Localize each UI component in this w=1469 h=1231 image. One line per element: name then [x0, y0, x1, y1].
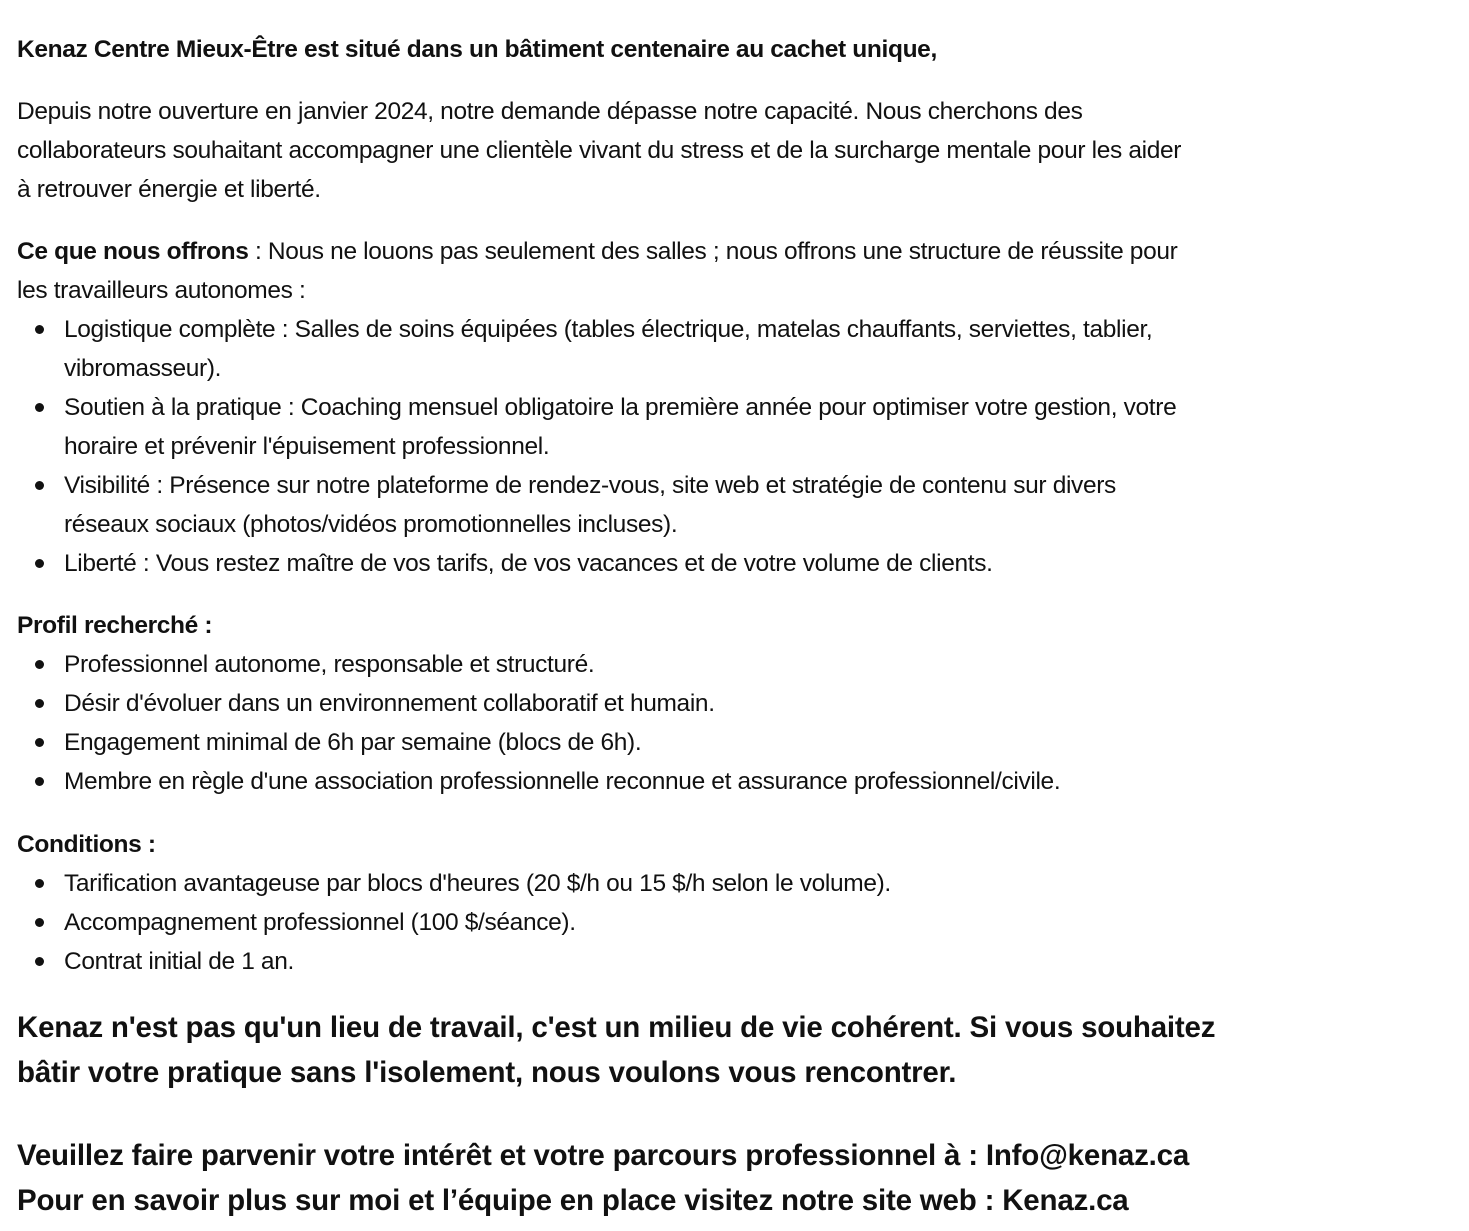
contact-web-line — [17, 1178, 1189, 1223]
conditions-heading: Conditions : — [17, 831, 156, 858]
list-item-line: Logistique complète : Salles de soins équipées (tables électrique, matelas chauffants, serviettes, tablier, — [64, 316, 1153, 343]
contact-block — [17, 1133, 1189, 1223]
list-item-line: vibromasseur). — [64, 355, 222, 382]
offer-intro-line — [17, 232, 1177, 271]
contact-email-prefix: Veuillez faire parvenir votre intérêt et votre parcours professionnel à : — [17, 1139, 986, 1172]
offer-paragraph — [17, 232, 1177, 310]
bullet-icon — [35, 957, 44, 966]
closing-statement — [17, 1005, 1215, 1095]
list-item-line: Soutien à la pratique : Coaching mensuel obligatoire la première année pour optimiser votre gestion, votre — [64, 394, 1177, 421]
list-item-text: Contrat initial de 1 an. — [64, 948, 294, 975]
list-item — [17, 310, 1176, 388]
list-item-text: Engagement minimal de 6h par semaine (blocs de 6h). — [64, 729, 642, 756]
bullet-icon — [35, 738, 44, 747]
list-item — [17, 864, 891, 903]
document-title: Kenaz Centre Mieux-Être est situé dans un bâtiment centenaire au cachet unique, — [17, 36, 937, 63]
intro-line: collaborateurs souhaitant accompagner une clientèle vivant du stress et de la surcharge mentale pour les aider — [17, 137, 1182, 164]
list-item — [17, 723, 1060, 762]
bullet-icon — [35, 403, 44, 412]
email-link[interactable]: Info@kenaz.ca — [985, 1139, 1190, 1172]
offer-intro-text: : Nous ne louons pas seulement des salles ; nous offrons une structure de réussite pour — [248, 238, 1178, 265]
list-item — [17, 903, 891, 942]
bullet-icon — [35, 481, 44, 490]
bullet-icon — [35, 879, 44, 888]
list-item-text: Accompagnement professionnel (100 $/séance). — [64, 909, 576, 936]
conditions-list — [17, 864, 891, 981]
bullet-icon — [35, 660, 44, 669]
list-item — [17, 388, 1176, 466]
list-item-line: Visibilité : Présence sur notre plateforme de rendez-vous, site web et stratégie de contenu sur divers — [64, 472, 1116, 499]
list-item — [17, 762, 1060, 801]
list-item — [17, 645, 1060, 684]
profile-heading: Profil recherché : — [17, 612, 213, 639]
list-item-line: réseaux sociaux (photos/vidéos promotionnelles incluses). — [64, 511, 678, 538]
list-item-line: horaire et prévenir l'épuisement professionnel. — [64, 433, 550, 460]
list-item — [17, 466, 1176, 544]
list-item-text: Désir d'évoluer dans un environnement collaboratif et humain. — [64, 690, 715, 717]
offer-intro-line: les travailleurs autonomes : — [17, 277, 306, 304]
profile-list — [17, 645, 1060, 801]
bullet-icon — [35, 325, 44, 334]
intro-paragraph — [17, 92, 1181, 209]
bullet-icon — [35, 699, 44, 708]
offers-list — [17, 310, 1176, 583]
closing-line: bâtir votre pratique sans l'isolement, nous voulons vous rencontrer. — [17, 1056, 957, 1089]
intro-line: Depuis notre ouverture en janvier 2024, notre demande dépasse notre capacité. Nous cherchons des — [17, 98, 1083, 125]
list-item — [17, 544, 1176, 583]
bullet-icon — [35, 559, 44, 568]
list-item — [17, 942, 891, 981]
website-link[interactable]: Kenaz.ca — [1002, 1184, 1129, 1217]
list-item-text: Professionnel autonome, responsable et structuré. — [64, 651, 595, 678]
list-item — [17, 684, 1060, 723]
contact-web-prefix: Pour en savoir plus sur moi et l’équipe en place visitez notre site web : — [17, 1184, 1003, 1217]
list-item-text: Membre en règle d'une association professionnelle reconnue et assurance professionnel/civile. — [64, 768, 1061, 795]
list-item-line: Liberté : Vous restez maître de vos tarifs, de vos vacances et de votre volume de clients. — [64, 550, 993, 577]
offer-heading: Ce que nous offrons — [17, 238, 249, 265]
bullet-icon — [35, 777, 44, 786]
contact-email-line — [17, 1133, 1189, 1178]
list-item-text: Tarification avantageuse par blocs d'heures (20 $/h ou 15 $/h selon le volume). — [64, 870, 891, 897]
closing-line: Kenaz n'est pas qu'un lieu de travail, c'est un milieu de vie cohérent. Si vous souhaitez — [17, 1011, 1216, 1044]
bullet-icon — [35, 918, 44, 927]
intro-line: à retrouver énergie et liberté. — [17, 176, 321, 203]
